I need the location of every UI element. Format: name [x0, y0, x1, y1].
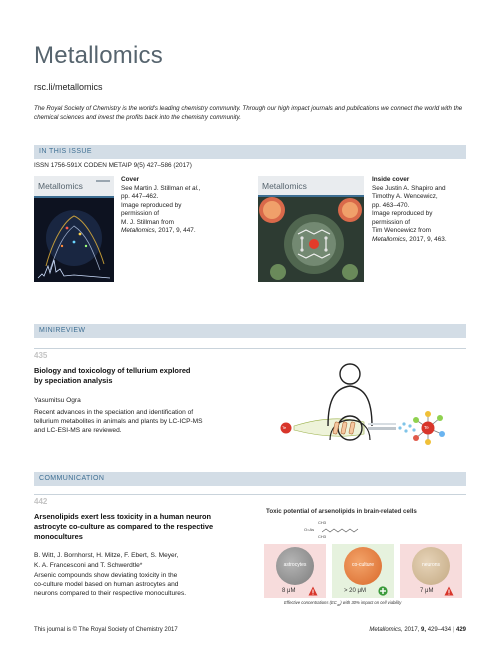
cover-line: permission of [121, 210, 160, 218]
figure-title: Toxic potential of arsenolipids in brain-related cells [266, 508, 417, 515]
cover-line: See Martin J. Stillman [121, 184, 184, 192]
cover-line: 2017, 9, 447. [158, 227, 196, 235]
article-title-line: Arsenolipids exert less toxicity in a human neuron [34, 512, 212, 521]
section-divider [34, 348, 466, 349]
caption-sub: 30 [336, 602, 341, 607]
inside-cover-title: Inside cover [372, 176, 410, 183]
article-abstract [34, 409, 203, 436]
te-label-left: Te [282, 425, 287, 430]
cover-line: M. J. Stillman from [121, 218, 174, 226]
structure-ch3-bottom: CH3 [318, 534, 327, 539]
article-page-number: 435 [34, 351, 48, 360]
warning-icon [444, 586, 454, 596]
article-title-line: astrocyte co-culture as compared to the respective [34, 521, 214, 531]
inside-cover-caption [372, 176, 447, 244]
article-title-line: monocultures [34, 531, 83, 541]
footer-citation [318, 627, 466, 633]
section-heading: COMMUNICATION [39, 475, 105, 482]
journal-intro: The Royal Society of Chemistry is the world's leading chemistry community. Through our high impact journals and publications we connect the world with the chemical sciences and invest the profits back into the chemistry community. [34, 105, 463, 121]
inside-cover-line: Image reproduced by [372, 210, 433, 218]
article-authors-line: K. A. Francesconi and T. Schwerdtle* [34, 561, 143, 569]
neurons-value: 7 μM [420, 588, 434, 594]
inside-cover-line: Timothy A. Wencewicz, [372, 193, 438, 201]
article-page-number: 442 [34, 497, 48, 506]
co-culture-value: > 20 μM [344, 588, 366, 594]
article-abstract-line: Arsenic compounds show deviating toxicity in the [34, 572, 178, 579]
caption-post: ) with 30% impact on cell viability [340, 600, 402, 605]
article-abstract-line: co-culture model based on human astrocytes and [34, 580, 179, 588]
footer-journal: Metallomics, [369, 627, 403, 633]
caption-pre: Effective concentrations (EC [284, 600, 337, 605]
plus-icon [378, 586, 388, 596]
section-bar-minireview [34, 324, 466, 338]
warning-icon [308, 586, 318, 596]
section-bar-communication [34, 472, 466, 486]
cover-image[interactable] [34, 176, 114, 282]
article-title-line: by speciation analysis [34, 375, 113, 385]
cover-line: Image reproduced by [121, 201, 182, 209]
figure-caption [284, 600, 401, 607]
astrocytes-label: astrocytes [283, 562, 307, 568]
section-divider [34, 494, 466, 495]
inside-cover-image[interactable] [258, 176, 364, 282]
article-authors-line: B. Witt, J. Bornhorst, H. Mitze, F. Ebert, S. Meyer, [34, 552, 179, 559]
issn-line: ISSN 1756-591X CODEN METAIP 9(5) 427–586 (2017) [34, 162, 192, 169]
structure-ch3-top: CH3 [318, 520, 327, 525]
cover-caption [121, 176, 201, 236]
footer-pages: 429–434 [427, 627, 452, 633]
co-culture-label: co-culture [352, 562, 374, 568]
cover-masthead: Metallomics [38, 181, 83, 191]
inside-cover-line: pp. 463–470. [372, 201, 410, 209]
article-authors [34, 551, 178, 570]
cover-line: pp. 447–462. [121, 193, 159, 201]
inside-cover-line: See Justin A. Shapiro and [372, 184, 446, 192]
article-abstract-line: tellurium metabolites in animals and plants by LC-ICP-MS [34, 417, 203, 425]
toc-graphic-tellurium [272, 358, 466, 462]
footer-volume: 9, [421, 627, 427, 633]
cover-artwork [34, 176, 114, 282]
inside-cover-artwork [258, 176, 364, 282]
inside-cover-line: Tim Wencewicz from [372, 227, 431, 235]
footer-page-number: 429 [455, 627, 466, 633]
lipid-chain [322, 526, 362, 538]
cover-journal: Metallomics, [121, 227, 157, 235]
tellurium-figure [272, 358, 466, 462]
astrocytes-value: 8 μM [282, 588, 296, 594]
footer-year: 2017, [404, 627, 420, 633]
inside-cover-line: permission of [372, 218, 411, 226]
cover-etal: et al., [184, 184, 201, 192]
article-abstract [34, 572, 186, 599]
te-label-right: Te [424, 425, 429, 430]
article-authors: Yasumitsu Ogra [34, 397, 81, 404]
article-title[interactable] [34, 512, 213, 542]
journal-title: Metallomics [34, 42, 163, 69]
inside-cover-line: 2017, 9, 463. [409, 235, 447, 243]
cover-title: Cover [121, 176, 140, 183]
panel-neurons [400, 544, 462, 598]
panel-astrocytes [264, 544, 326, 598]
article-abstract-line: and LC-ESI-MS are reviewed. [34, 426, 122, 434]
footer-separator: | [452, 627, 455, 633]
structure-as: O=As [304, 527, 315, 532]
article-title[interactable] [34, 366, 190, 386]
inside-cover-journal: Metallomics, [372, 235, 408, 243]
section-heading: MINIREVIEW [39, 327, 86, 334]
neurons-label: neurons [421, 562, 441, 568]
article-abstract-line: Recent advances in the speciation and identification of [34, 409, 194, 416]
footer-copyright: This journal is © The Royal Society of Chemistry 2017 [34, 627, 178, 633]
panel-co-culture [332, 544, 394, 598]
section-heading: IN THIS ISSUE [39, 148, 92, 155]
article-abstract-line: neurons compared to their respective monocultures. [34, 589, 187, 597]
article-title-line: Biology and toxicology of tellurium explored [34, 366, 191, 375]
journal-url[interactable]: rsc.li/metallomics [34, 82, 103, 92]
toc-graphic-arsenolipids [262, 508, 466, 608]
section-bar-in-this-issue [34, 145, 466, 159]
inside-cover-masthead: Metallomics [262, 181, 307, 191]
